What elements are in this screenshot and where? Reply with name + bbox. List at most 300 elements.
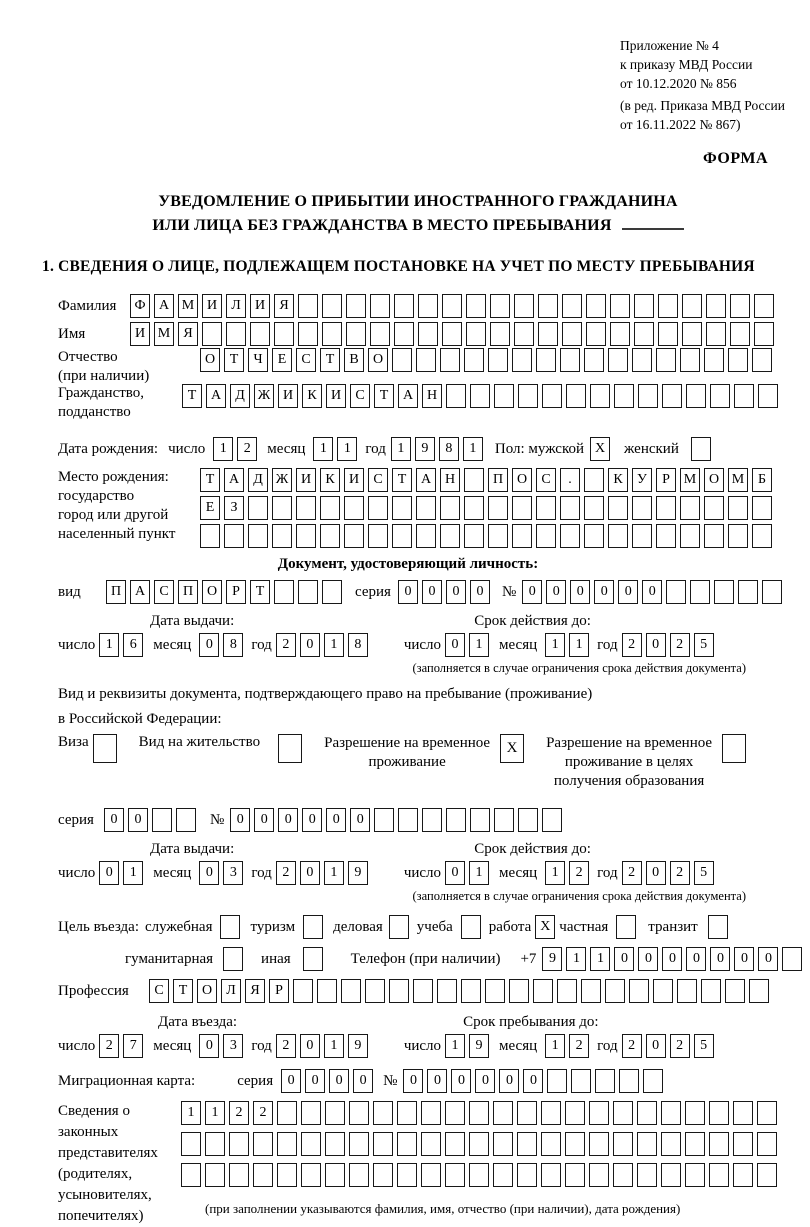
cell[interactable]: Д	[230, 384, 250, 408]
cell[interactable]	[614, 384, 634, 408]
cell[interactable]: 5	[694, 1034, 714, 1058]
cell[interactable]: Т	[320, 348, 340, 372]
cell[interactable]	[248, 524, 268, 548]
stay-day-cells[interactable]	[445, 1034, 489, 1058]
cell[interactable]	[248, 496, 268, 520]
cell[interactable]: 9	[415, 437, 435, 461]
cell[interactable]: Т	[224, 348, 244, 372]
cell[interactable]	[512, 524, 532, 548]
cell[interactable]: Р	[656, 468, 676, 492]
cell[interactable]: 1	[566, 947, 586, 971]
cell[interactable]: 0	[300, 633, 320, 657]
cell[interactable]: 1	[324, 861, 344, 885]
cell[interactable]	[373, 1132, 393, 1156]
cell[interactable]: 2	[622, 1034, 642, 1058]
cell[interactable]: Р	[226, 580, 246, 604]
sex-male-checkbox[interactable]	[590, 437, 610, 461]
cell[interactable]	[464, 496, 484, 520]
cell[interactable]: 2	[670, 633, 690, 657]
cell[interactable]	[708, 915, 728, 939]
cell[interactable]	[533, 979, 553, 1003]
visa-checkbox[interactable]	[93, 734, 117, 763]
cell[interactable]: 1	[337, 437, 357, 461]
cell[interactable]: З	[224, 496, 244, 520]
purpose-work-checkbox[interactable]	[535, 915, 555, 939]
cell[interactable]	[469, 1163, 489, 1187]
cell[interactable]	[181, 1132, 201, 1156]
cell[interactable]: 0	[104, 808, 124, 832]
cell[interactable]	[488, 496, 508, 520]
cell[interactable]	[437, 979, 457, 1003]
cell[interactable]	[224, 524, 244, 548]
cell[interactable]: 0	[99, 861, 119, 885]
cell[interactable]: 2	[253, 1101, 273, 1125]
cell[interactable]	[685, 1163, 705, 1187]
cell[interactable]: 0	[662, 947, 682, 971]
cell[interactable]	[322, 580, 342, 604]
cell[interactable]: 0	[353, 1069, 373, 1093]
issue-year-cells[interactable]	[276, 633, 368, 657]
cell[interactable]	[346, 322, 366, 346]
cell[interactable]: 0	[470, 580, 490, 604]
cell[interactable]: И	[278, 384, 298, 408]
cell[interactable]: 1	[469, 633, 489, 657]
purpose-transit-checkbox[interactable]	[708, 915, 728, 939]
cell[interactable]	[389, 979, 409, 1003]
cell[interactable]	[728, 496, 748, 520]
cell[interactable]: 1	[324, 1034, 344, 1058]
cell[interactable]	[752, 496, 772, 520]
cell[interactable]	[303, 947, 323, 971]
cell[interactable]: И	[202, 294, 222, 318]
cell[interactable]: 0	[398, 580, 418, 604]
cell[interactable]	[730, 294, 750, 318]
cell[interactable]	[536, 524, 556, 548]
cell[interactable]: 0	[758, 947, 778, 971]
cell[interactable]	[303, 915, 323, 939]
cell[interactable]	[725, 979, 745, 1003]
cell[interactable]	[616, 915, 636, 939]
cell[interactable]	[581, 979, 601, 1003]
cell[interactable]	[416, 348, 436, 372]
cell[interactable]: П	[488, 468, 508, 492]
cell[interactable]	[493, 1132, 513, 1156]
cell[interactable]	[542, 808, 562, 832]
cell[interactable]	[634, 294, 654, 318]
purpose-commercial-checkbox[interactable]	[389, 915, 409, 939]
cell[interactable]	[278, 734, 302, 763]
cell[interactable]: .	[560, 468, 580, 492]
cell[interactable]	[200, 524, 220, 548]
cell[interactable]: Т	[173, 979, 193, 1003]
cell[interactable]: 1	[569, 633, 589, 657]
cell[interactable]: 2	[622, 633, 642, 657]
cell[interactable]: И	[296, 468, 316, 492]
cell[interactable]: Л	[226, 294, 246, 318]
cell[interactable]: И	[250, 294, 270, 318]
phone-cells[interactable]	[542, 947, 802, 971]
cell[interactable]: 0	[710, 947, 730, 971]
entry-year-cells[interactable]	[276, 1034, 368, 1058]
representatives-cells-row1[interactable]	[181, 1101, 777, 1125]
cell[interactable]	[605, 979, 625, 1003]
cell[interactable]	[446, 384, 466, 408]
cell[interactable]: Ж	[254, 384, 274, 408]
sex-female-checkbox[interactable]	[691, 437, 711, 461]
migration-series-cells[interactable]	[281, 1069, 373, 1093]
cell[interactable]	[461, 979, 481, 1003]
doc-series-cells[interactable]	[398, 580, 490, 604]
cell[interactable]	[322, 294, 342, 318]
birth-place-cells-row1[interactable]	[200, 468, 772, 492]
cell[interactable]	[658, 294, 678, 318]
cell[interactable]	[512, 496, 532, 520]
issue-month-cells[interactable]	[199, 633, 243, 657]
cell[interactable]	[690, 580, 710, 604]
cell[interactable]: О	[368, 348, 388, 372]
cell[interactable]	[464, 468, 484, 492]
cell[interactable]	[590, 384, 610, 408]
cell[interactable]	[296, 524, 316, 548]
cell[interactable]	[586, 294, 606, 318]
cell[interactable]: М	[154, 322, 174, 346]
cell[interactable]	[517, 1101, 537, 1125]
cell[interactable]: П	[106, 580, 126, 604]
entry-day-cells[interactable]	[99, 1034, 143, 1058]
cell[interactable]	[277, 1132, 297, 1156]
cell[interactable]	[93, 734, 117, 763]
expiry-year-cells[interactable]	[622, 633, 714, 657]
cell[interactable]	[397, 1101, 417, 1125]
cell[interactable]: 0	[445, 861, 465, 885]
cell[interactable]: 1	[445, 1034, 465, 1058]
cell[interactable]	[589, 1163, 609, 1187]
cell[interactable]: 0	[278, 808, 298, 832]
cell[interactable]: С	[154, 580, 174, 604]
cell[interactable]	[392, 496, 412, 520]
cell[interactable]: Р	[269, 979, 289, 1003]
cell[interactable]: 0	[646, 1034, 666, 1058]
cell[interactable]	[613, 1163, 633, 1187]
cell[interactable]	[490, 294, 510, 318]
cell[interactable]	[584, 468, 604, 492]
cell[interactable]	[181, 1163, 201, 1187]
cell[interactable]: Н	[440, 468, 460, 492]
cell[interactable]: 2	[569, 861, 589, 885]
cell[interactable]	[445, 1101, 465, 1125]
cell[interactable]	[686, 384, 706, 408]
cell[interactable]	[469, 1132, 489, 1156]
cell[interactable]	[709, 1101, 729, 1125]
cell[interactable]	[488, 348, 508, 372]
cell[interactable]: А	[154, 294, 174, 318]
representatives-cells-row3[interactable]	[181, 1163, 777, 1187]
cell[interactable]: С	[536, 468, 556, 492]
cell[interactable]: 1	[99, 633, 119, 657]
cell[interactable]	[680, 496, 700, 520]
cell[interactable]	[373, 1163, 393, 1187]
cell[interactable]: 9	[469, 1034, 489, 1058]
cell[interactable]: А	[206, 384, 226, 408]
residence-permit-checkbox[interactable]	[278, 734, 302, 763]
cell[interactable]: И	[344, 468, 364, 492]
cell[interactable]	[752, 524, 772, 548]
cell[interactable]: С	[149, 979, 169, 1003]
cell[interactable]: Т	[392, 468, 412, 492]
cell[interactable]: 0	[638, 947, 658, 971]
cell[interactable]	[656, 348, 676, 372]
cell[interactable]: 0	[451, 1069, 471, 1093]
cell[interactable]	[392, 524, 412, 548]
cell[interactable]	[613, 1132, 633, 1156]
cell[interactable]: 0	[570, 580, 590, 604]
cell[interactable]	[680, 348, 700, 372]
cell[interactable]	[709, 1163, 729, 1187]
cell[interactable]	[656, 524, 676, 548]
entry-month-cells[interactable]	[199, 1034, 243, 1058]
cell[interactable]: 2	[670, 861, 690, 885]
cell[interactable]	[738, 580, 758, 604]
cell[interactable]: 0	[618, 580, 638, 604]
cell[interactable]	[205, 1132, 225, 1156]
cell[interactable]: 0	[445, 633, 465, 657]
cell[interactable]	[733, 1163, 753, 1187]
cell[interactable]	[634, 322, 654, 346]
cell[interactable]	[512, 348, 532, 372]
cell[interactable]	[584, 496, 604, 520]
cell[interactable]: О	[202, 580, 222, 604]
cell[interactable]	[392, 348, 412, 372]
cell[interactable]: 0	[350, 808, 370, 832]
cell[interactable]	[728, 348, 748, 372]
purpose-tourism-checkbox[interactable]	[303, 915, 323, 939]
cell[interactable]	[223, 947, 243, 971]
cell[interactable]	[220, 915, 240, 939]
permit-issue-month-cells[interactable]	[199, 861, 243, 885]
purpose-private-checkbox[interactable]	[616, 915, 636, 939]
cell[interactable]: 0	[523, 1069, 543, 1093]
permit-expiry-day-cells[interactable]	[445, 861, 489, 885]
cell[interactable]: К	[608, 468, 628, 492]
cell[interactable]	[754, 294, 774, 318]
cell[interactable]	[762, 580, 782, 604]
doc-type-cells[interactable]	[106, 580, 342, 604]
cell[interactable]	[226, 322, 246, 346]
cell[interactable]	[565, 1101, 585, 1125]
cell[interactable]	[610, 322, 630, 346]
cell[interactable]	[416, 496, 436, 520]
cell[interactable]	[274, 580, 294, 604]
birth-place-cells-row2[interactable]	[200, 496, 772, 520]
cell[interactable]	[571, 1069, 591, 1093]
cell[interactable]: 1	[213, 437, 233, 461]
cell[interactable]	[445, 1163, 465, 1187]
cell[interactable]: 0	[281, 1069, 301, 1093]
cell[interactable]: 1	[545, 1034, 565, 1058]
cell[interactable]: 3	[223, 1034, 243, 1058]
cell[interactable]	[368, 524, 388, 548]
issue-day-cells[interactable]	[99, 633, 143, 657]
cell[interactable]: 8	[348, 633, 368, 657]
cell[interactable]	[632, 496, 652, 520]
cell[interactable]	[733, 1132, 753, 1156]
cell[interactable]: 0	[403, 1069, 423, 1093]
cell[interactable]	[680, 524, 700, 548]
cell[interactable]	[685, 1101, 705, 1125]
cell[interactable]: 5	[694, 633, 714, 657]
cell[interactable]	[397, 1163, 417, 1187]
cell[interactable]: О	[512, 468, 532, 492]
cell[interactable]	[325, 1101, 345, 1125]
cell[interactable]: 1	[545, 633, 565, 657]
cell[interactable]: 9	[542, 947, 562, 971]
cell[interactable]	[202, 322, 222, 346]
cell[interactable]: 0	[642, 580, 662, 604]
cell[interactable]: 0	[614, 947, 634, 971]
birth-year-cells[interactable]	[391, 437, 483, 461]
cell[interactable]	[494, 384, 514, 408]
cell[interactable]: Е	[200, 496, 220, 520]
cell[interactable]: А	[398, 384, 418, 408]
cell[interactable]: С	[350, 384, 370, 408]
cell[interactable]	[734, 384, 754, 408]
cell[interactable]	[538, 322, 558, 346]
cell[interactable]	[461, 915, 481, 939]
cell[interactable]	[752, 348, 772, 372]
cell[interactable]: X	[590, 437, 610, 461]
cell[interactable]: Е	[272, 348, 292, 372]
cell[interactable]	[757, 1163, 777, 1187]
cell[interactable]: Т	[374, 384, 394, 408]
cell[interactable]: 1	[324, 633, 344, 657]
cell[interactable]	[176, 808, 196, 832]
cell[interactable]	[494, 808, 514, 832]
cell[interactable]	[584, 348, 604, 372]
cell[interactable]	[538, 294, 558, 318]
cell[interactable]	[298, 322, 318, 346]
permit-series-cells[interactable]	[104, 808, 196, 832]
cell[interactable]: 2	[569, 1034, 589, 1058]
cell[interactable]	[301, 1163, 321, 1187]
cell[interactable]: 2	[670, 1034, 690, 1058]
cell[interactable]	[653, 979, 673, 1003]
cell[interactable]	[584, 524, 604, 548]
cell[interactable]	[518, 808, 538, 832]
cell[interactable]	[440, 496, 460, 520]
cell[interactable]	[485, 979, 505, 1003]
cell[interactable]	[560, 348, 580, 372]
cell[interactable]	[370, 294, 390, 318]
cell[interactable]	[706, 322, 726, 346]
cell[interactable]: Т	[250, 580, 270, 604]
cell[interactable]	[464, 524, 484, 548]
cell[interactable]: 2	[229, 1101, 249, 1125]
cell[interactable]	[691, 437, 711, 461]
cell[interactable]	[610, 294, 630, 318]
cell[interactable]	[547, 1069, 567, 1093]
cell[interactable]: Б	[752, 468, 772, 492]
stay-month-cells[interactable]	[545, 1034, 589, 1058]
cell[interactable]: С	[368, 468, 388, 492]
cell[interactable]: Я	[245, 979, 265, 1003]
cell[interactable]: 0	[128, 808, 148, 832]
cell[interactable]	[493, 1163, 513, 1187]
cell[interactable]: И	[130, 322, 150, 346]
migration-number-cells[interactable]	[403, 1069, 663, 1093]
cell[interactable]	[349, 1101, 369, 1125]
cell[interactable]: 2	[622, 861, 642, 885]
cell[interactable]	[565, 1132, 585, 1156]
permit-issue-year-cells[interactable]	[276, 861, 368, 885]
cell[interactable]	[517, 1163, 537, 1187]
patronymic-cells[interactable]	[200, 348, 772, 372]
cell[interactable]	[682, 322, 702, 346]
cell[interactable]	[421, 1163, 441, 1187]
citizenship-cells[interactable]	[182, 384, 778, 408]
cell[interactable]	[589, 1132, 609, 1156]
cell[interactable]	[421, 1132, 441, 1156]
cell[interactable]	[250, 322, 270, 346]
cell[interactable]: Н	[422, 384, 442, 408]
cell[interactable]	[365, 979, 385, 1003]
cell[interactable]	[341, 979, 361, 1003]
cell[interactable]: Ч	[248, 348, 268, 372]
cell[interactable]	[397, 1132, 417, 1156]
cell[interactable]	[229, 1163, 249, 1187]
cell[interactable]	[632, 524, 652, 548]
cell[interactable]	[370, 322, 390, 346]
cell[interactable]: В	[344, 348, 364, 372]
cell[interactable]	[565, 1163, 585, 1187]
cell[interactable]	[722, 734, 746, 763]
stay-year-cells[interactable]	[622, 1034, 714, 1058]
cell[interactable]: Ж	[272, 468, 292, 492]
profession-cells[interactable]	[149, 979, 769, 1003]
purpose-study-checkbox[interactable]	[461, 915, 481, 939]
cell[interactable]	[440, 524, 460, 548]
cell[interactable]: 0	[254, 808, 274, 832]
cell[interactable]	[643, 1069, 663, 1093]
cell[interactable]: 0	[522, 580, 542, 604]
cell[interactable]	[277, 1163, 297, 1187]
cell[interactable]	[413, 979, 433, 1003]
cell[interactable]: 6	[123, 633, 143, 657]
temp-permit-checkbox[interactable]	[500, 734, 524, 763]
cell[interactable]	[701, 979, 721, 1003]
cell[interactable]: 0	[475, 1069, 495, 1093]
cell[interactable]	[562, 322, 582, 346]
cell[interactable]: 1	[590, 947, 610, 971]
cell[interactable]	[418, 322, 438, 346]
cell[interactable]: Я	[178, 322, 198, 346]
cell[interactable]: Т	[200, 468, 220, 492]
cell[interactable]	[754, 322, 774, 346]
birth-month-cells[interactable]	[313, 437, 357, 461]
cell[interactable]	[253, 1132, 273, 1156]
permit-number-cells[interactable]	[230, 808, 562, 832]
cell[interactable]: А	[224, 468, 244, 492]
cell[interactable]: 0	[734, 947, 754, 971]
cell[interactable]	[661, 1132, 681, 1156]
cell[interactable]	[619, 1069, 639, 1093]
cell[interactable]: 2	[276, 861, 296, 885]
cell[interactable]	[541, 1132, 561, 1156]
cell[interactable]: П	[178, 580, 198, 604]
cell[interactable]: 0	[646, 861, 666, 885]
cell[interactable]	[656, 496, 676, 520]
cell[interactable]: 0	[446, 580, 466, 604]
cell[interactable]: 0	[546, 580, 566, 604]
